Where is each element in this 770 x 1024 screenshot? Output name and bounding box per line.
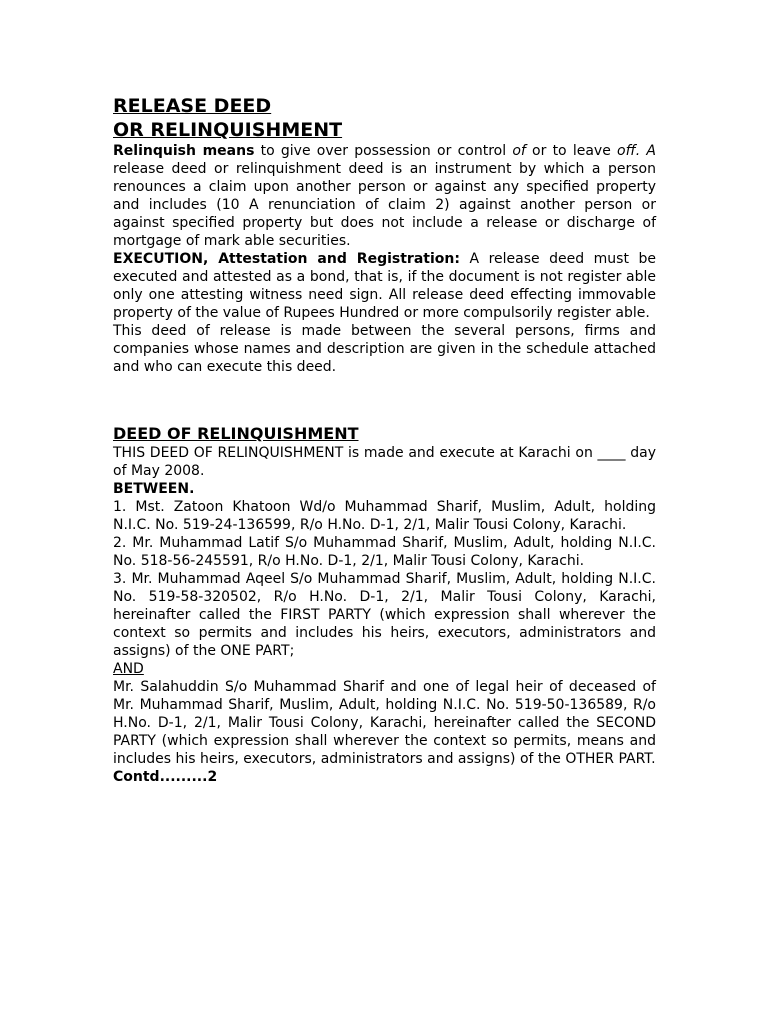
first-party-member-3: 3. Mr. Muhammad Aqeel S/o Muhammad Sharif, Muslim, Adult, holding N.I.C. No. 519-58-320502, R/o H.No. D-1, 2/1, Malir Tousi Colony, Karachi, hereinafter called the FIRST PARTY (which expression shall wherever the context so permits and includes his heirs, executors, administrators and assigns) of the ONE PART; <box>113 571 656 659</box>
definition-italic-off: off. A <box>617 143 656 159</box>
relinquish-term: Relinquish means <box>113 143 255 159</box>
and-separator <box>113 660 656 678</box>
and-label: AND <box>113 661 144 677</box>
between-label: BETWEEN. <box>113 481 195 497</box>
first-party-member-2: 2. Mr. Muhammad Latif S/o Muhammad Sharif, Muslim, Adult, holding N.I.C. No. 518-56-245591, R/o H.No. D-1, 2/1, Malir Tousi Colony, Karachi. <box>113 535 656 569</box>
document-page <box>113 94 656 786</box>
execution-heading: EXECUTION, Attestation and Registration: <box>113 251 460 267</box>
document-title-line2: OR RELINQUISHMENT <box>113 119 343 141</box>
deed-heading: DEED OF RELINQUISHMENT <box>113 424 359 443</box>
definition-text-a: to give over possession or control <box>254 143 513 159</box>
definition-italic-of: of <box>512 143 526 159</box>
release-scope-paragraph: This deed of release is made between the several persons, firms and companies whose names and description are given in the schedule attached and who can execute this deed. <box>113 323 656 375</box>
deed-opening: THIS DEED OF RELINQUISHMENT is made and execute at Karachi on ____ day of May 2008. <box>113 445 656 479</box>
execution-paragraph <box>113 250 656 322</box>
definition-text-b: or to leave <box>525 143 618 159</box>
relinquish-definition-paragraph <box>113 142 656 250</box>
first-party-member-1: 1. Mst. Zatoon Khatoon Wd/o Muhammad Sharif, Muslim, Adult, holding N.I.C. No. 519-24-136599, R/o H.No. D-1, 2/1, Malir Tousi Colony, Karachi. <box>113 499 656 533</box>
execution-text: A release deed must be executed and attested as a bond, that is, if the document is not register able only one attesting witness need sign. All release deed effecting immovable property of the value of Rupees Hundred or more compulsorily register able. <box>113 251 656 321</box>
document-title-line1: RELEASE DEED <box>113 95 272 117</box>
continued-marker: Contd.........2 <box>113 769 218 785</box>
definition-text-c: release deed or relinquishment deed is an instrument by which a person renounces a claim upon another person or against any specified property and includes (10 A renunciation of claim 2) against another person or against specified property but does not include a release or discharge of mortgage of mark able securities. <box>113 161 656 249</box>
second-party: Mr. Salahuddin S/o Muhammad Sharif and one of legal heir of deceased of Mr. Muhammad Sharif, Muslim, Adult, holding N.I.C. No. 519-50-136589, R/o H.No. D-1, 2/1, Malir Tousi Colony, Karachi, hereinafter called the SECOND PARTY (which expression shall wherever the context so permits, means and includes his heirs, executors, administrators and assigns) of the OTHER PART. <box>113 679 656 767</box>
